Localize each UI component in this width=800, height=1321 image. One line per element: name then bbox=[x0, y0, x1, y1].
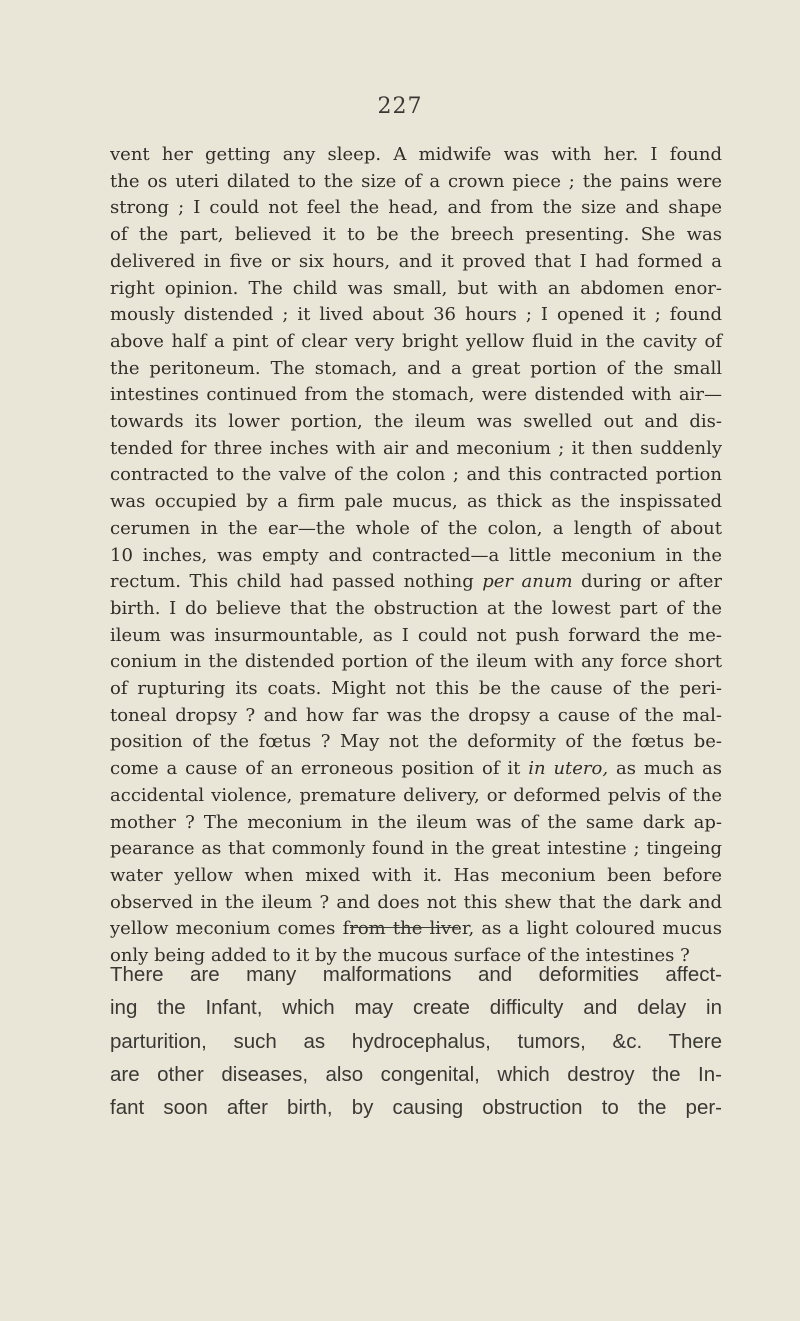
text-line: was occupied by a firm pale mucus, as thick as the inspissated bbox=[110, 491, 722, 513]
text-line: strong ; I could not feel the head, and from the size and shape bbox=[110, 197, 722, 219]
text-line: ileum was insurmountable, as I could not push forward the me- bbox=[110, 624, 722, 646]
text-segment: rectum. This child had passed nothing bbox=[110, 571, 483, 593]
text-line: ing the Infant, which may create difficulty and delay in bbox=[110, 996, 722, 1020]
text-line bbox=[110, 569, 722, 596]
text-line: 10 inches, was empty and contracted—a little meconium in the bbox=[110, 544, 722, 566]
text-line: the os uteri dilated to the size of a crown piece ; the pains were bbox=[110, 170, 722, 192]
text-line: accidental violence, premature delivery, or deformed pelvis of the bbox=[110, 784, 722, 806]
text-line: mously distended ; it lived about 36 hours ; I opened it ; found bbox=[110, 304, 722, 326]
text-line: birth. I do believe that the obstruction at the lowest part of the bbox=[110, 597, 722, 619]
text-line: the peritoneum. The stomach, and a great portion of the small bbox=[110, 357, 722, 379]
text-segment: during or after bbox=[572, 571, 722, 593]
text-line: right opinion. The child was small, but with an abdomen enor- bbox=[110, 277, 722, 299]
section-divider bbox=[350, 927, 458, 928]
text-line bbox=[110, 756, 722, 783]
text-line: above half a pint of clear very bright yellow fluid in the cavity of bbox=[110, 330, 722, 352]
text-line: of the part, believed it to be the breech presenting. She was bbox=[110, 224, 722, 246]
text-line: of rupturing its coats. Might not this be the cause of the peri- bbox=[110, 678, 722, 700]
malformations-paragraph bbox=[110, 958, 722, 1124]
text-line: delivered in five or six hours, and it proved that I had formed a bbox=[110, 250, 722, 272]
text-line: toneal dropsy ? and how far was the dropsy a cause of the mal- bbox=[110, 704, 722, 726]
text-segment: as much as bbox=[608, 758, 723, 780]
text-line: pearance as that commonly found in the great intestine ; tingeing bbox=[110, 838, 722, 860]
text-line: vent her getting any sleep. A midwife was with her. I found bbox=[110, 144, 722, 165]
text-line: are other diseases, also congenital, which destroy the In- bbox=[110, 1062, 722, 1086]
text-line: mother ? The meconium in the ileum was of the same dark ap- bbox=[110, 811, 722, 833]
case-report-paragraph bbox=[110, 142, 722, 970]
italic-phrase: in utero, bbox=[528, 758, 609, 780]
text-line: towards its lower portion, the ileum was swelled out and dis- bbox=[110, 411, 722, 433]
text-line: contracted to the valve of the colon ; and this contracted portion bbox=[110, 464, 722, 486]
text-line: fant soon after birth, by causing obstruction to the per- bbox=[110, 1096, 722, 1120]
text-line: water yellow when mixed with it. Has meconium been before bbox=[110, 864, 722, 886]
text-line: parturition, such as hydrocephalus, tumors, &c. There bbox=[110, 1029, 722, 1053]
text-line: tended for three inches with air and meconium ; it then suddenly bbox=[110, 437, 722, 459]
text-line: There are many malformations and deformities affect- bbox=[110, 963, 722, 986]
text-line: position of the fœtus ? May not the deformity of the fœtus be- bbox=[110, 731, 722, 753]
text-line: intestines continued from the stomach, were distended with air— bbox=[110, 384, 722, 406]
text-line: cerumen in the ear—the whole of the colon, a length of about bbox=[110, 517, 722, 539]
page-number: 227 bbox=[377, 94, 423, 119]
text-line: observed in the ileum ? and does not this shew that the dark and bbox=[110, 891, 722, 913]
text-segment: come a cause of an erroneous position of it bbox=[110, 758, 529, 780]
text-line: conium in the distended portion of the ileum with any force short bbox=[110, 651, 722, 673]
italic-phrase: per anum bbox=[482, 571, 573, 593]
text-line: yellow meconium comes from the liver, as a light coloured mucus bbox=[110, 918, 722, 940]
text-line: only being added to it by the mucous surface of the intestines ? bbox=[110, 945, 690, 967]
